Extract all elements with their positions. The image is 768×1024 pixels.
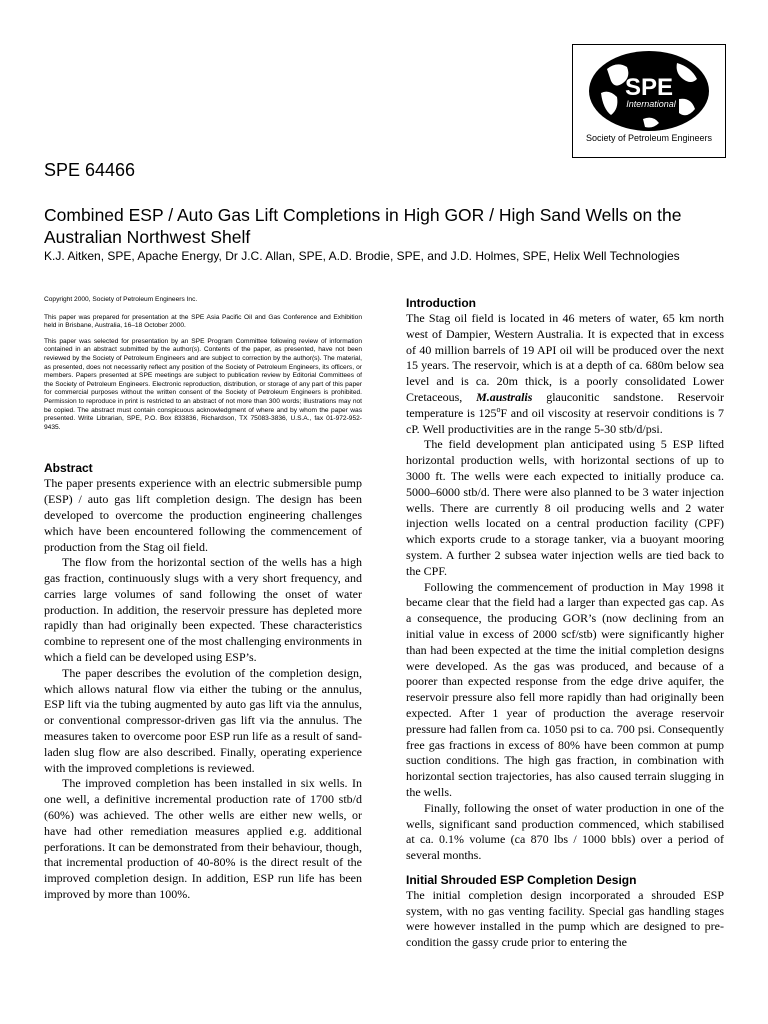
abstract-paragraph: The paper presents experience with an electric submersible pump (ESP) / auto gas lift completion design. The design has been developed to overcome the production engineering challenges which have been encountered following the commencement of production from the Stag oil field. bbox=[44, 476, 362, 554]
initial-design-heading: Initial Shrouded ESP Completion Design bbox=[406, 872, 637, 887]
introduction-paragraph: The field development plan anticipated using 5 ESP lifted horizontal production wells, with horizontal sections of up to 3000 ft. The wells were each expected to initially produce ca. 5000–6000 stb/d. There were also planned to be 3 water injection wells. There are currently 8 oil producing wells and 2 water injection wells located on a central production facility (CPF) which exports crude to a storage tanker, via a buoyant mooring system. A further 2 subsea water injection wells are tied back to the CPF. bbox=[406, 437, 724, 578]
introduction-heading: Introduction bbox=[406, 296, 476, 310]
introduction-paragraph: Finally, following the onset of water production in one of the wells, significant sand production commenced, which stabilised at ca. 0.1% volume (ca 870 lbs / 1000 bbls) over a period of several months. bbox=[406, 800, 724, 863]
left-column bbox=[44, 296, 362, 903]
paper-title: Combined ESP / Auto Gas Lift Completions in High GOR / High Sand Wells on the Australian Northwest Shelf bbox=[44, 205, 682, 247]
globe-label: SPE bbox=[624, 74, 674, 101]
right-column bbox=[406, 296, 724, 951]
initial-design-paragraph: The initial completion design incorporated a shrouded ESP system, with no gas venting facility. Special gas handling stages were however installed in the pump which are designed to pre-condition the gassy crude prior to entering the bbox=[406, 887, 724, 950]
abstract-heading: Abstract bbox=[44, 461, 93, 476]
abstract-paragraph: The flow from the horizontal section of the wells has a high gas fraction, continuously slugs with a very short frequency, and carries large volumes of sand following the onset of water production. In addition, the reservoir pressure has depleted more rapidly than had originally been expected. These characteristics combine to represent one of the most challenging environments in which a field can be developed using ESP’s. bbox=[44, 555, 362, 665]
abstract-paragraph: The paper describes the evolution of the completion design, which allows natural flow via either the tubing or the annulus, ESP lift via the tubing augmented by auto gas lift via the annulus, or conventional compressor-driven gas lift via the annulus. The measures taken to overcome poor ESP run life as a result of sand-laden slug flow are also described. Finally, operating experience with the improved completions is reviewed. bbox=[44, 665, 362, 775]
selection-notice: This paper was selected for presentation by an SPE Program Committee following review of information contained in an abstract submitted by the author(s). Contents of the paper, as presented, have not been reviewed by the Society of Petroleum Engineers and are subject to correction by the author(s). The material, as presented, does not necessarily reflect any position of the Society of Petroleum Engineers, its officers, or members. Papers presented at SPE meetings are subject to publication review by Editorial Committees of the Society of Petroleum Engineers. Electronic reproduction, distribution, or storage of any part of this paper for commercial purposes without the written consent of the Society of Petroleum Engineers is prohibited. Permission to reproduce in print is restricted to an abstract of not more than 300 words; illustrations may not be copied. The abstract must contain conspicuous acknowledgment of where and by whom the paper was presented. Write Librarian, SPE, P.O. Box 833836, Richardson, TX 75083-3836, U.S.A., fax 01-972-952-9435. bbox=[44, 337, 362, 431]
presentation-notice: This paper was prepared for presentation at the SPE Asia Pacific Oil and Gas Conference and Exhibition held in Brisbane, Australia, 16–18 October 2000. bbox=[44, 313, 362, 330]
globe-icon bbox=[587, 49, 711, 133]
text-run: The Stag oil field is located in 46 meters of water, 65 km north west of Dampier, Western Australia. It is expected that in excess of 40 million barrels of 19 API oil will be produced over the next 15 years. The reservoir, which is at a depth of ca. 680m below sea level and is ca. 20m thick, is a poorly consolidated Lower Cretaceous, bbox=[406, 311, 724, 404]
abstract-paragraph: The improved completion has been installed in six wells. In one well, a definitive incremental production rate of 1700 stb/d (60%) was achieved. The other wells are either new wells, or have had other remediation measures applied e.g. additional perforations. It can be demonstrated from their behaviour, though, that incremental production of 40-80% is the direct result of the improved completion design. In addition, ESP run life has been improved by more than 100%. bbox=[44, 776, 362, 902]
text-run: F and oil viscosity at reservoir conditions is 7 cP. Well productivities are in the range 5-30 stb/d/psi. bbox=[406, 405, 724, 436]
text-run: glauconitic sandstone. Reservoir temperature is 125 bbox=[406, 389, 725, 420]
species-name: M.australis bbox=[476, 389, 533, 404]
introduction-paragraph bbox=[406, 311, 724, 437]
copyright-notice: Copyright 2000, Society of Petroleum Engineers Inc. bbox=[44, 296, 198, 303]
paper-authors: K.J. Aitken, SPE, Apache Energy, Dr J.C. Allan, SPE, A.D. Brodie, SPE, and J.D. Holmes, SPE, Helix Well Technologies bbox=[44, 249, 680, 263]
spe-logo bbox=[572, 44, 726, 158]
logo-caption: Society of Petroleum Engineers bbox=[585, 133, 713, 143]
degree-symbol: o bbox=[496, 404, 501, 414]
globe-sub: International bbox=[626, 99, 676, 109]
introduction-paragraph: Following the commencement of production in May 1998 it became clear that the field had a larger than expected gas cap. As a consequence, the producing GOR’s (now declining from an initial value in excess of 2000 scf/stb) were significantly higher than had been expected at the time the initial completion designs were developed. As the gas was produced, and because of a poorer than expected response from the edge drive aquifer, the reservoir pressure also fell more rapidly than had originally been expected. After 1 year of production the average reservoir pressure had fallen from ca. 1050 psi to ca. 700 psi. Consequently free gas fractions in excess of 80% have been common at pump suction conditions. The high gas fraction, in combination with horizontal section trajectories, has also caused terrain slugging in the wells. bbox=[406, 579, 724, 799]
paper-number: SPE 64466 bbox=[44, 160, 136, 180]
